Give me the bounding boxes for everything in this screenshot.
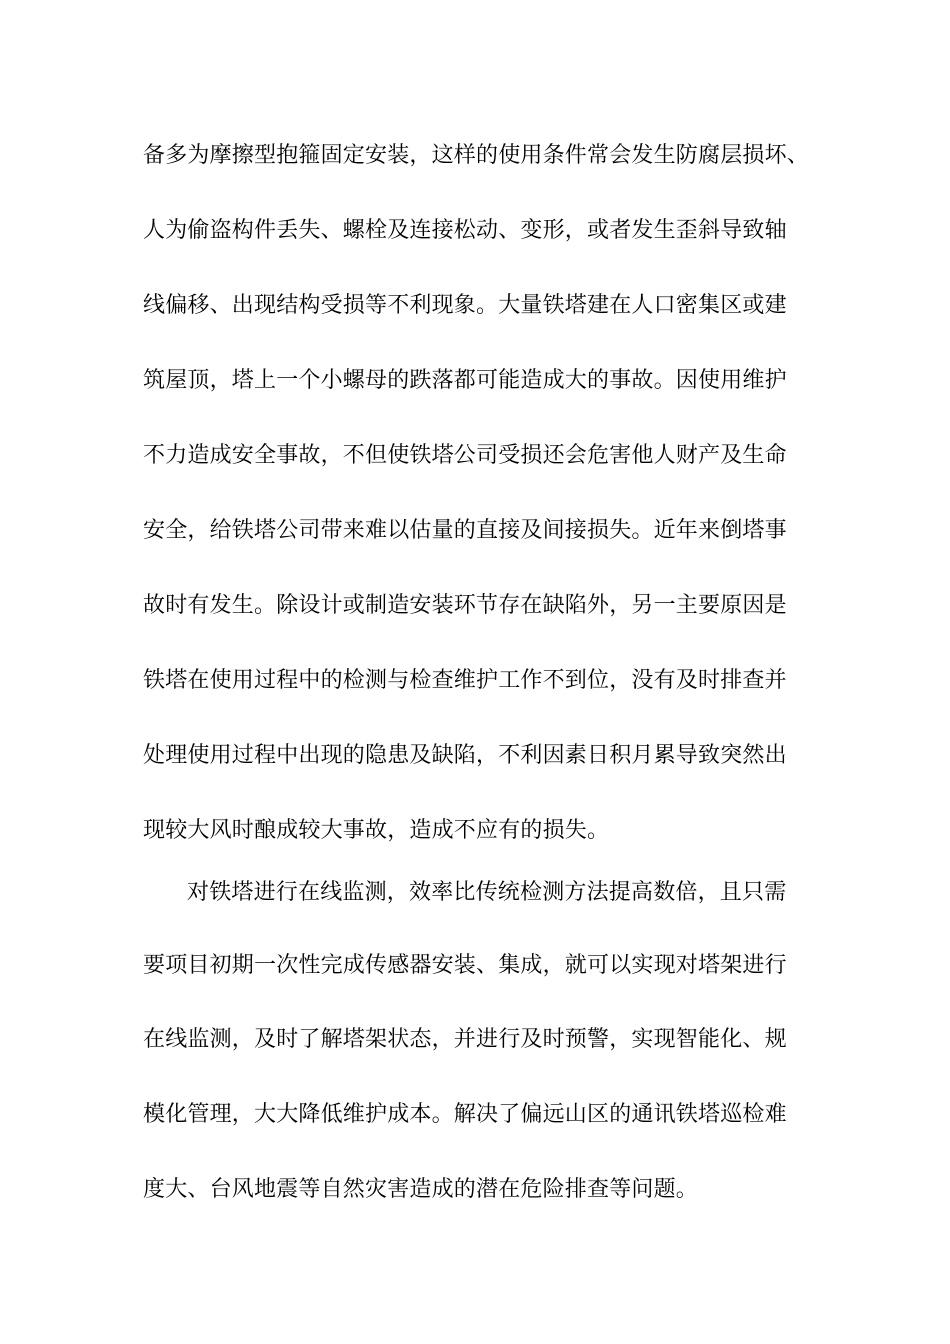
text-line: 处理使用过程中出现的隐患及缺陷，不利因素日积月累导致突然出 (143, 743, 787, 768)
text-line: 在线监测，及时了解塔架状态，并进行及时预警，实现智能化、规 (143, 1027, 787, 1052)
text-line: 现较大风时酿成较大事故，造成不应有的损失。 (143, 818, 610, 843)
text-line: 不力造成安全事故，不但使铁塔公司受损还会危害他人财产及生命 (143, 443, 787, 468)
text-line: 筑屋顶，塔上一个小螺母的跌落都可能造成大的事故。因使用维护 (143, 368, 787, 393)
text-line: 安全，给铁塔公司带来难以估量的直接及间接损失。近年来倒塔事 (143, 518, 787, 543)
text-line: 铁塔在使用过程中的检测与检查维护工作不到位，没有及时排查并 (143, 668, 787, 693)
text-line: 故时有发生。除设计或制造安装环节存在缺陷外，另一主要原因是 (143, 593, 787, 618)
text-line: 人为偷盗构件丢失、螺栓及连接松动、变形，或者发生歪斜导致轴 (143, 218, 787, 243)
text-line: 模化管理，大大降低维护成本。解决了偏远山区的通讯铁塔巡检难 (143, 1102, 787, 1127)
text-line: 线偏移、出现结构受损等不利现象。大量铁塔建在人口密集区或建 (143, 293, 787, 318)
text-line: 备多为摩擦型抱箍固定安装，这样的使用条件常会发生防腐层损坏、 (143, 143, 810, 168)
text-line-paragraph-start: 对铁塔进行在线监测，效率比传统检测方法提高数倍，且只需 (187, 880, 787, 905)
text-line: 要项目初期一次性完成传感器安装、集成，就可以实现对塔架进行 (143, 953, 787, 978)
text-line: 度大、台风地震等自然灾害造成的潜在危险排查等问题。 (143, 1177, 699, 1202)
